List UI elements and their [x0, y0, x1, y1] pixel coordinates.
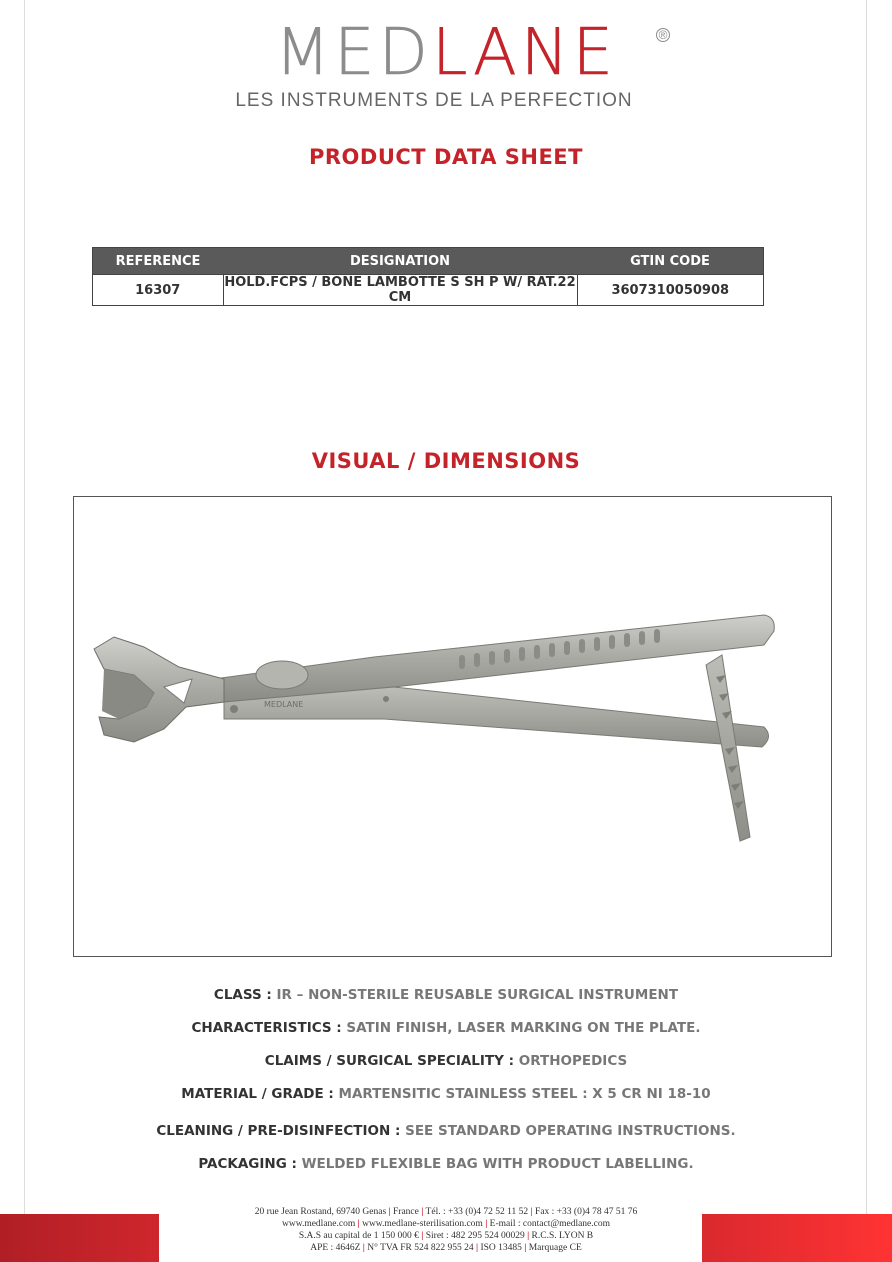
- footer-line-2: www.medlane.com | www.medlane-sterilisation.com | E-mail : contact@medlane.com: [281, 1219, 610, 1229]
- spec-class: CLASS : IR – NON-STERILE REUSABLE SURGICAL INSTRUMENT: [213, 987, 679, 1003]
- brand-tagline: LES INSTRUMENTS DE LA PERFECTION: [235, 90, 633, 111]
- registered-mark: ®: [656, 28, 670, 42]
- logo-wordmark: [0, 18, 892, 88]
- spec-cleaning: CLEANING / PRE-DISINFECTION : SEE STANDARD OPERATING INSTRUCTIONS.: [156, 1123, 736, 1139]
- col-designation: DESIGNATION: [223, 248, 577, 275]
- website-link[interactable]: www.medlane.com: [281, 1219, 356, 1229]
- logo-part-lane: LANE: [431, 16, 618, 90]
- cell-reference: 16307: [93, 275, 224, 306]
- col-reference: REFERENCE: [93, 248, 224, 275]
- product-data-sheet-title: PRODUCT DATA SHEET: [309, 145, 583, 169]
- footer-line-3: S.A.S au capital de 1 150 000 € | Siret : 482 295 524 00029 | R.C.S. LYON B: [298, 1231, 594, 1241]
- specifications-list: [0, 984, 892, 1186]
- brand-logo: [0, 18, 892, 88]
- product-image-frame: [73, 496, 832, 957]
- col-gtin: GTIN CODE: [577, 248, 764, 275]
- footer-line-4: APE : 4646Z | N° TVA FR 524 822 955 24 | ISO 13485 | Marquage CE: [310, 1243, 582, 1253]
- email-link[interactable]: E-mail : contact@medlane.com: [489, 1219, 610, 1229]
- cell-designation: HOLD.FCPS / BONE LAMBOTTE S SH P W/ RAT.22 CM: [224, 275, 576, 305]
- spec-speciality: CLAIMS / SURGICAL SPECIALITY : ORTHOPEDICS: [264, 1053, 628, 1069]
- sterilisation-website-link[interactable]: www.medlane-sterilisation.com: [362, 1219, 483, 1229]
- cell-gtin: 3607310050908: [577, 275, 764, 306]
- spec-characteristics: CHARACTERISTICS : SATIN FINISH, LASER MARKING ON THE PLATE.: [191, 1020, 701, 1036]
- logo-part-med: MED: [274, 16, 432, 90]
- product-table: [92, 247, 764, 306]
- spec-packaging: PACKAGING : WELDED FLEXIBLE BAG WITH PRODUCT LABELLING.: [198, 1156, 694, 1172]
- table-row: [93, 275, 764, 306]
- instrument-engraving: MEDLANE: [264, 700, 304, 709]
- visual-dimensions-title: VISUAL / DIMENSIONS: [311, 449, 581, 473]
- footer-line-1: 20 rue Jean Rostand, 69740 Genas | France | Tél. : +33 (0)4 72 52 11 52 | Fax : +33 (0)4 78 47 51 76: [254, 1207, 638, 1217]
- product-table-header: [93, 248, 764, 275]
- footer-address: [0, 1206, 892, 1254]
- spec-material: MATERIAL / GRADE : MARTENSITIC STAINLESS STEEL : X 5 CR NI 18-10: [181, 1086, 711, 1102]
- bone-holding-forceps-image: [74, 497, 831, 956]
